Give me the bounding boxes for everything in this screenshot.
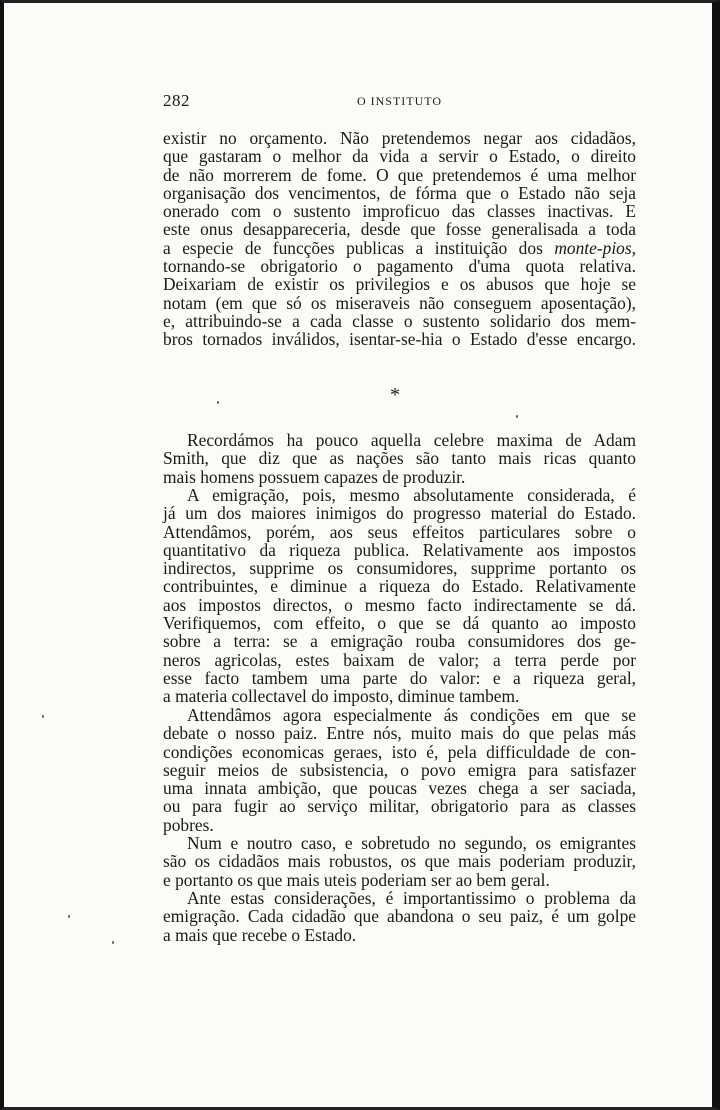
scan-speck [516, 415, 518, 418]
paragraph-emigracao [163, 486, 636, 706]
text-line: são os cidadãos mais robustos, os que mais poderiam produzir, [163, 851, 636, 872]
text-line: notam (em que só os miseraveis não conseguem aposentação), [163, 292, 636, 313]
text-line: bros tornados inválidos, isentar-se-hia o Estado d'esse encargo. [163, 329, 636, 350]
text-line: e portanto os que mais uteis poderiam ser ao bem geral. [163, 869, 550, 890]
scan-speck [68, 915, 70, 918]
text-line: aos impostos directos, o mesmo facto indirectamente se dá. [163, 594, 636, 615]
text-line: de não morrerem de fome. O que pretendemos é uma melhor [163, 164, 636, 185]
text-line: tornando-se obrigatorio o pagamento d'uma quota relativa. [163, 256, 636, 277]
text-line: neros agricolas, estes baixam de valor; a terra perde por [163, 649, 636, 670]
text-line: a mais que recebe o Estado. [163, 924, 357, 945]
text-line: ou para fugir ao serviço militar, obrigatorio para as classes [163, 796, 636, 817]
text-line: existir no orçamento. Não pretendemos negar aos cidadãos, [163, 128, 636, 148]
text-line: a materia collectavel do imposto, diminue tambem. [163, 686, 520, 707]
paragraph-continuation [163, 129, 636, 349]
scan-speck [42, 715, 44, 718]
text-line: indirectos, supprime os consumidores, supprime portanto os [163, 558, 636, 579]
paragraph-emigrantes [163, 834, 636, 889]
page-number: 282 [163, 91, 190, 110]
text-line: quantitativo da riqueza publica. Relativamente aos impostos [163, 539, 636, 560]
text-line: este onus desappareceria, desde que fosse generalisada a toda [163, 219, 636, 240]
scan-speck [217, 401, 219, 404]
text-line: debate o nosso paiz. Entre nós, muito mais do que pelas más [163, 723, 636, 744]
text-line: condições economicas geraes, isto é, pela difficuldade de con- [163, 741, 636, 762]
text-line: contribuintes, e diminue a riqueza do Estado. Relativamente [163, 576, 636, 597]
text-line: Verifiquemos, com effeito, o que se dá quanto ao imposto [163, 613, 636, 634]
text-line: Deixariam de existir os privilegios e os abusos que hoje se [163, 274, 636, 295]
section-separator-asterisk: * [390, 384, 400, 406]
text-line: mais homens possuem capazes de produzir. [163, 466, 466, 487]
text-line-with-italic [163, 239, 636, 257]
page-header [163, 91, 636, 115]
text-line: Ante estas considerações, é importantissimo o problema da [187, 888, 636, 908]
text-line: organisação dos vencimentos, de fórma que o Estado não seja [163, 182, 636, 203]
text-line: Smith, que diz que as nações são tanto mais ricas quanto [163, 448, 636, 469]
paragraph-adam-smith [163, 431, 636, 486]
text-line: onerado com o sustento improficuo das classes inactivas. E [163, 201, 636, 222]
paragraph-conclusao [163, 889, 636, 944]
text-line: já um dos maiores inimigos do progresso material do Estado. [163, 503, 636, 524]
text-fragment: a especie de funcções publicas a instituição dos [163, 237, 543, 258]
text-line: Recordámos ha pouco aquella celebre maxima de Adam [187, 430, 636, 450]
text-line: Num e noutro caso, e sobretudo no segundo, os emigrantes [187, 833, 636, 853]
text-line: A emigração, pois, mesmo absolutamente considerada, é [187, 485, 636, 505]
text-line: esse facto tambem uma parte do valor: e a riqueza geral, [163, 667, 636, 688]
paragraph-condicoes [163, 706, 636, 834]
text-line: seguir meios de subsistencia, o povo emigra para satisfazer [163, 759, 636, 780]
text-line: Attendâmos agora especialmente ás condições em que se [187, 705, 636, 725]
text-line: Attendâmos, porém, aos seus effeitos particulares sobre o [163, 521, 636, 542]
text-line: e, attribuindo-se a cada classe o sustento solidario dos mem- [163, 310, 636, 331]
italic-term: monte-pios, [554, 237, 636, 258]
text-line: uma innata ambição, que poucas vezes chega a ser saciada, [163, 778, 636, 799]
text-line: que gastaram o melhor da vida a servir o Estado, o direito [163, 146, 636, 167]
running-title: O INSTITUTO [356, 94, 443, 108]
text-line: sobre a terra: se a emigração rouba consumidores dos ge- [163, 631, 636, 652]
scan-speck [112, 941, 114, 944]
text-line: emigração. Cada cidadão que abandona o seu paiz, é um golpe [163, 906, 636, 927]
text-line: pobres. [163, 814, 214, 835]
